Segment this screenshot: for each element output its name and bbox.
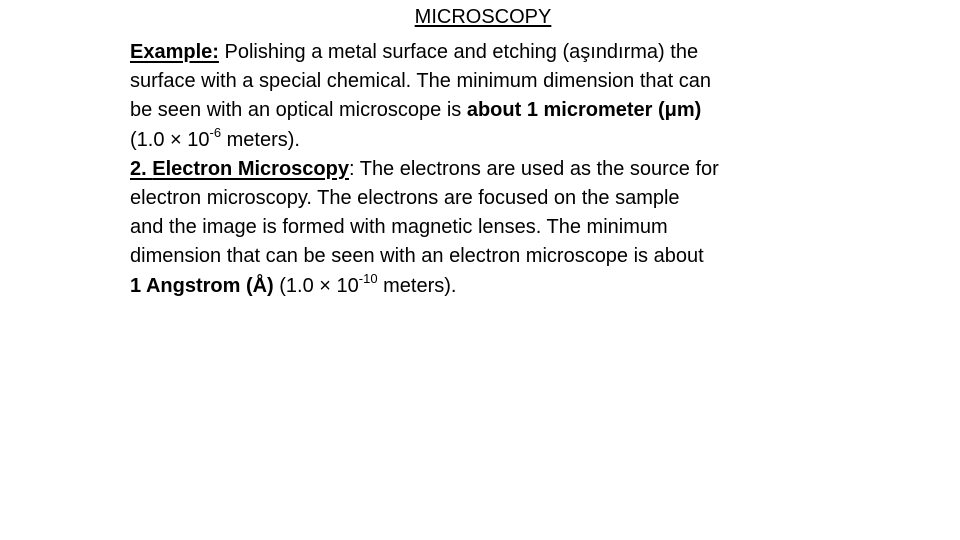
example-line-1-text: Polishing a metal surface and etching (aşındırma) the <box>218 41 699 63</box>
electron-heading <box>130 158 349 180</box>
electron-line-1 <box>130 155 850 184</box>
electron-line-2: electron microscopy. The electrons are focused on the sample <box>130 187 680 210</box>
electron-line-3: and the image is formed with magnetic lenses. The minimum <box>130 216 668 239</box>
example-line-3 <box>130 96 850 125</box>
electron-exponent: -10 <box>358 270 378 286</box>
example-label: Example: <box>130 41 219 63</box>
example-line-3-text: be seen with an optical microscope is <box>130 99 467 122</box>
electron-heading-number: 2. <box>130 157 153 180</box>
slide-title: MICROSCOPY <box>414 6 552 28</box>
electron-heading-label: Electron Microscopy <box>152 157 349 180</box>
example-line-2: surface with a special chemical. The minimum dimension that can <box>130 70 711 93</box>
optical-exponent: -6 <box>209 124 222 140</box>
electron-line-5 <box>130 272 850 301</box>
example-line-4-end: meters). <box>221 128 300 151</box>
electron-line-5-text: (1.0 × 10 <box>273 274 359 297</box>
example-line-1 <box>130 38 850 67</box>
example-line-4 <box>130 126 850 155</box>
electron-line-4: dimension that can be seen with an electron microscope is about <box>130 245 704 268</box>
electron-resolution: 1 Angstrom (Å) <box>130 274 274 297</box>
body-text <box>130 38 850 301</box>
electron-line-1-text: : The electrons are used as the source for <box>348 157 719 180</box>
optical-resolution: about 1 micrometer (μm) <box>466 99 702 122</box>
example-line-4-text: (1.0 × 10 <box>130 128 210 151</box>
electron-line-5-end: meters). <box>377 274 457 297</box>
